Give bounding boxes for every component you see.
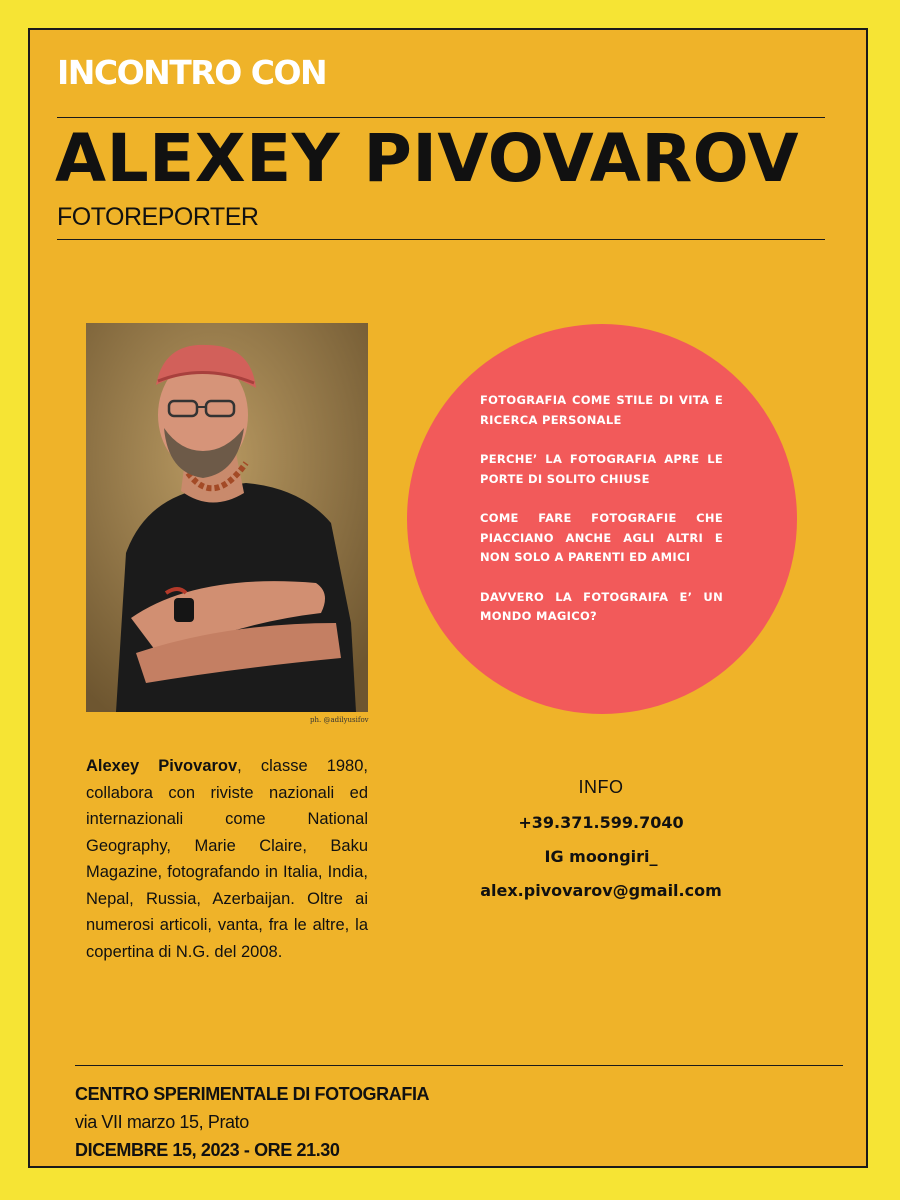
divider-top xyxy=(57,117,825,118)
contact-instagram[interactable]: IG moongiri_ xyxy=(544,847,658,866)
event-poster xyxy=(28,28,868,1168)
topics-list xyxy=(480,391,723,647)
photo-credit: ph. @adilyusifov xyxy=(310,716,369,724)
bio-name: Alexey Pivovarov xyxy=(86,757,238,775)
topic-item: FOTOGRAFIA COME STILE DI VITA E RICERCA PERSONALE xyxy=(480,393,723,427)
event-kicker: INCONTRO CON xyxy=(57,53,327,92)
divider-header xyxy=(57,239,825,240)
topic-item: COME FARE FOTOGRAFIE CHE PIACCIANO ANCHE AGLI ALTRI E NON SOLO A PARENTI ED AMICI xyxy=(480,511,723,564)
topic-item: PERCHE’ LA FOTOGRAFIA APRE LE PORTE DI SOLITO CHIUSE xyxy=(480,452,723,486)
topic-item: DAVVERO LA FOTOGRAIFA E’ UN MONDO MAGICO? xyxy=(480,589,723,623)
info-title: INFO xyxy=(578,777,624,797)
speaker-bio xyxy=(86,753,368,965)
info-block xyxy=(430,778,772,917)
event-datetime: DICEMBRE 15, 2023 - ORE 21.30 xyxy=(75,1140,340,1160)
divider-footer xyxy=(75,1065,843,1066)
speaker-portrait-photo xyxy=(86,323,368,712)
venue-name: CENTRO SPERIMENTALE DI FOTOGRAFIA xyxy=(75,1084,430,1104)
bio-text: , classe 1980, collabora con riviste nazionali ed internazionali come National Geography, Marie Claire, Baku Magazine, fotografando in Italia, India, Nepal, Russia, Azerbaijan. Oltre ai numerosi articoli, vanta, fra le altre, la copertina di N.G. del 2008. xyxy=(86,757,368,961)
portrait-illustration xyxy=(86,323,368,712)
speaker-name: ALEXEY PIVOVAROV xyxy=(55,120,800,197)
venue-address: via VII marzo 15, Prato xyxy=(75,1112,249,1132)
contact-email[interactable]: alex.pivovarov@gmail.com xyxy=(480,881,722,900)
venue-block xyxy=(75,1080,429,1164)
contact-phone[interactable]: +39.371.599.7040 xyxy=(518,813,684,832)
speaker-role: FOTOREPORTER xyxy=(57,203,259,231)
